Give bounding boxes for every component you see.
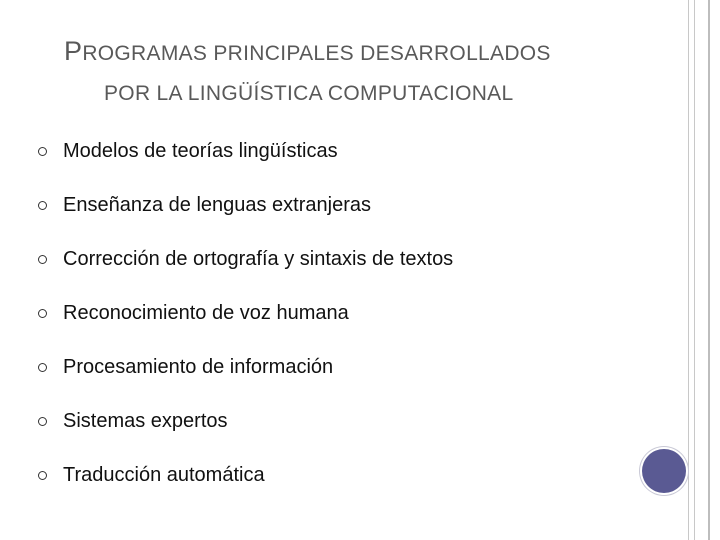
bullet-item [38, 178, 453, 232]
border-line [688, 0, 689, 540]
hollow-circle-bullet-icon [38, 363, 47, 372]
title-initial-cap: P [64, 36, 83, 66]
border-line [708, 0, 710, 540]
hollow-circle-bullet-icon [38, 255, 47, 264]
slide-title-line-1 [64, 36, 551, 67]
decorative-circle-icon [642, 449, 686, 493]
hollow-circle-bullet-icon [38, 147, 47, 156]
bullet-text: Enseñanza de lenguas extranjeras [63, 193, 371, 216]
bullet-text: Procesamiento de información [63, 355, 334, 378]
bullet-item [38, 448, 453, 502]
border-line [694, 0, 695, 540]
bullet-item [38, 394, 453, 448]
bullet-text: Reconocimiento de voz humana [63, 301, 349, 324]
title-rest: ROGRAMAS PRINCIPALES DESARROLLADOS [82, 42, 551, 65]
bullet-item [38, 232, 453, 286]
hollow-circle-bullet-icon [38, 201, 47, 210]
bullet-item [38, 124, 453, 178]
bullet-text: Corrección de ortografía y sintaxis de textos [63, 247, 454, 270]
bullet-text: Sistemas expertos [63, 409, 228, 432]
hollow-circle-bullet-icon [38, 471, 47, 480]
bullet-item [38, 340, 453, 394]
bullet-item [38, 286, 453, 340]
hollow-circle-bullet-icon [38, 417, 47, 426]
bullet-list [38, 124, 453, 502]
hollow-circle-bullet-icon [38, 309, 47, 318]
bullet-text: Modelos de teorías lingüísticas [63, 139, 338, 162]
slide-title-line-2: POR LA LINGÜÍSTICA COMPUTACIONAL [104, 82, 514, 105]
bullet-text: Traducción automática [63, 463, 265, 486]
